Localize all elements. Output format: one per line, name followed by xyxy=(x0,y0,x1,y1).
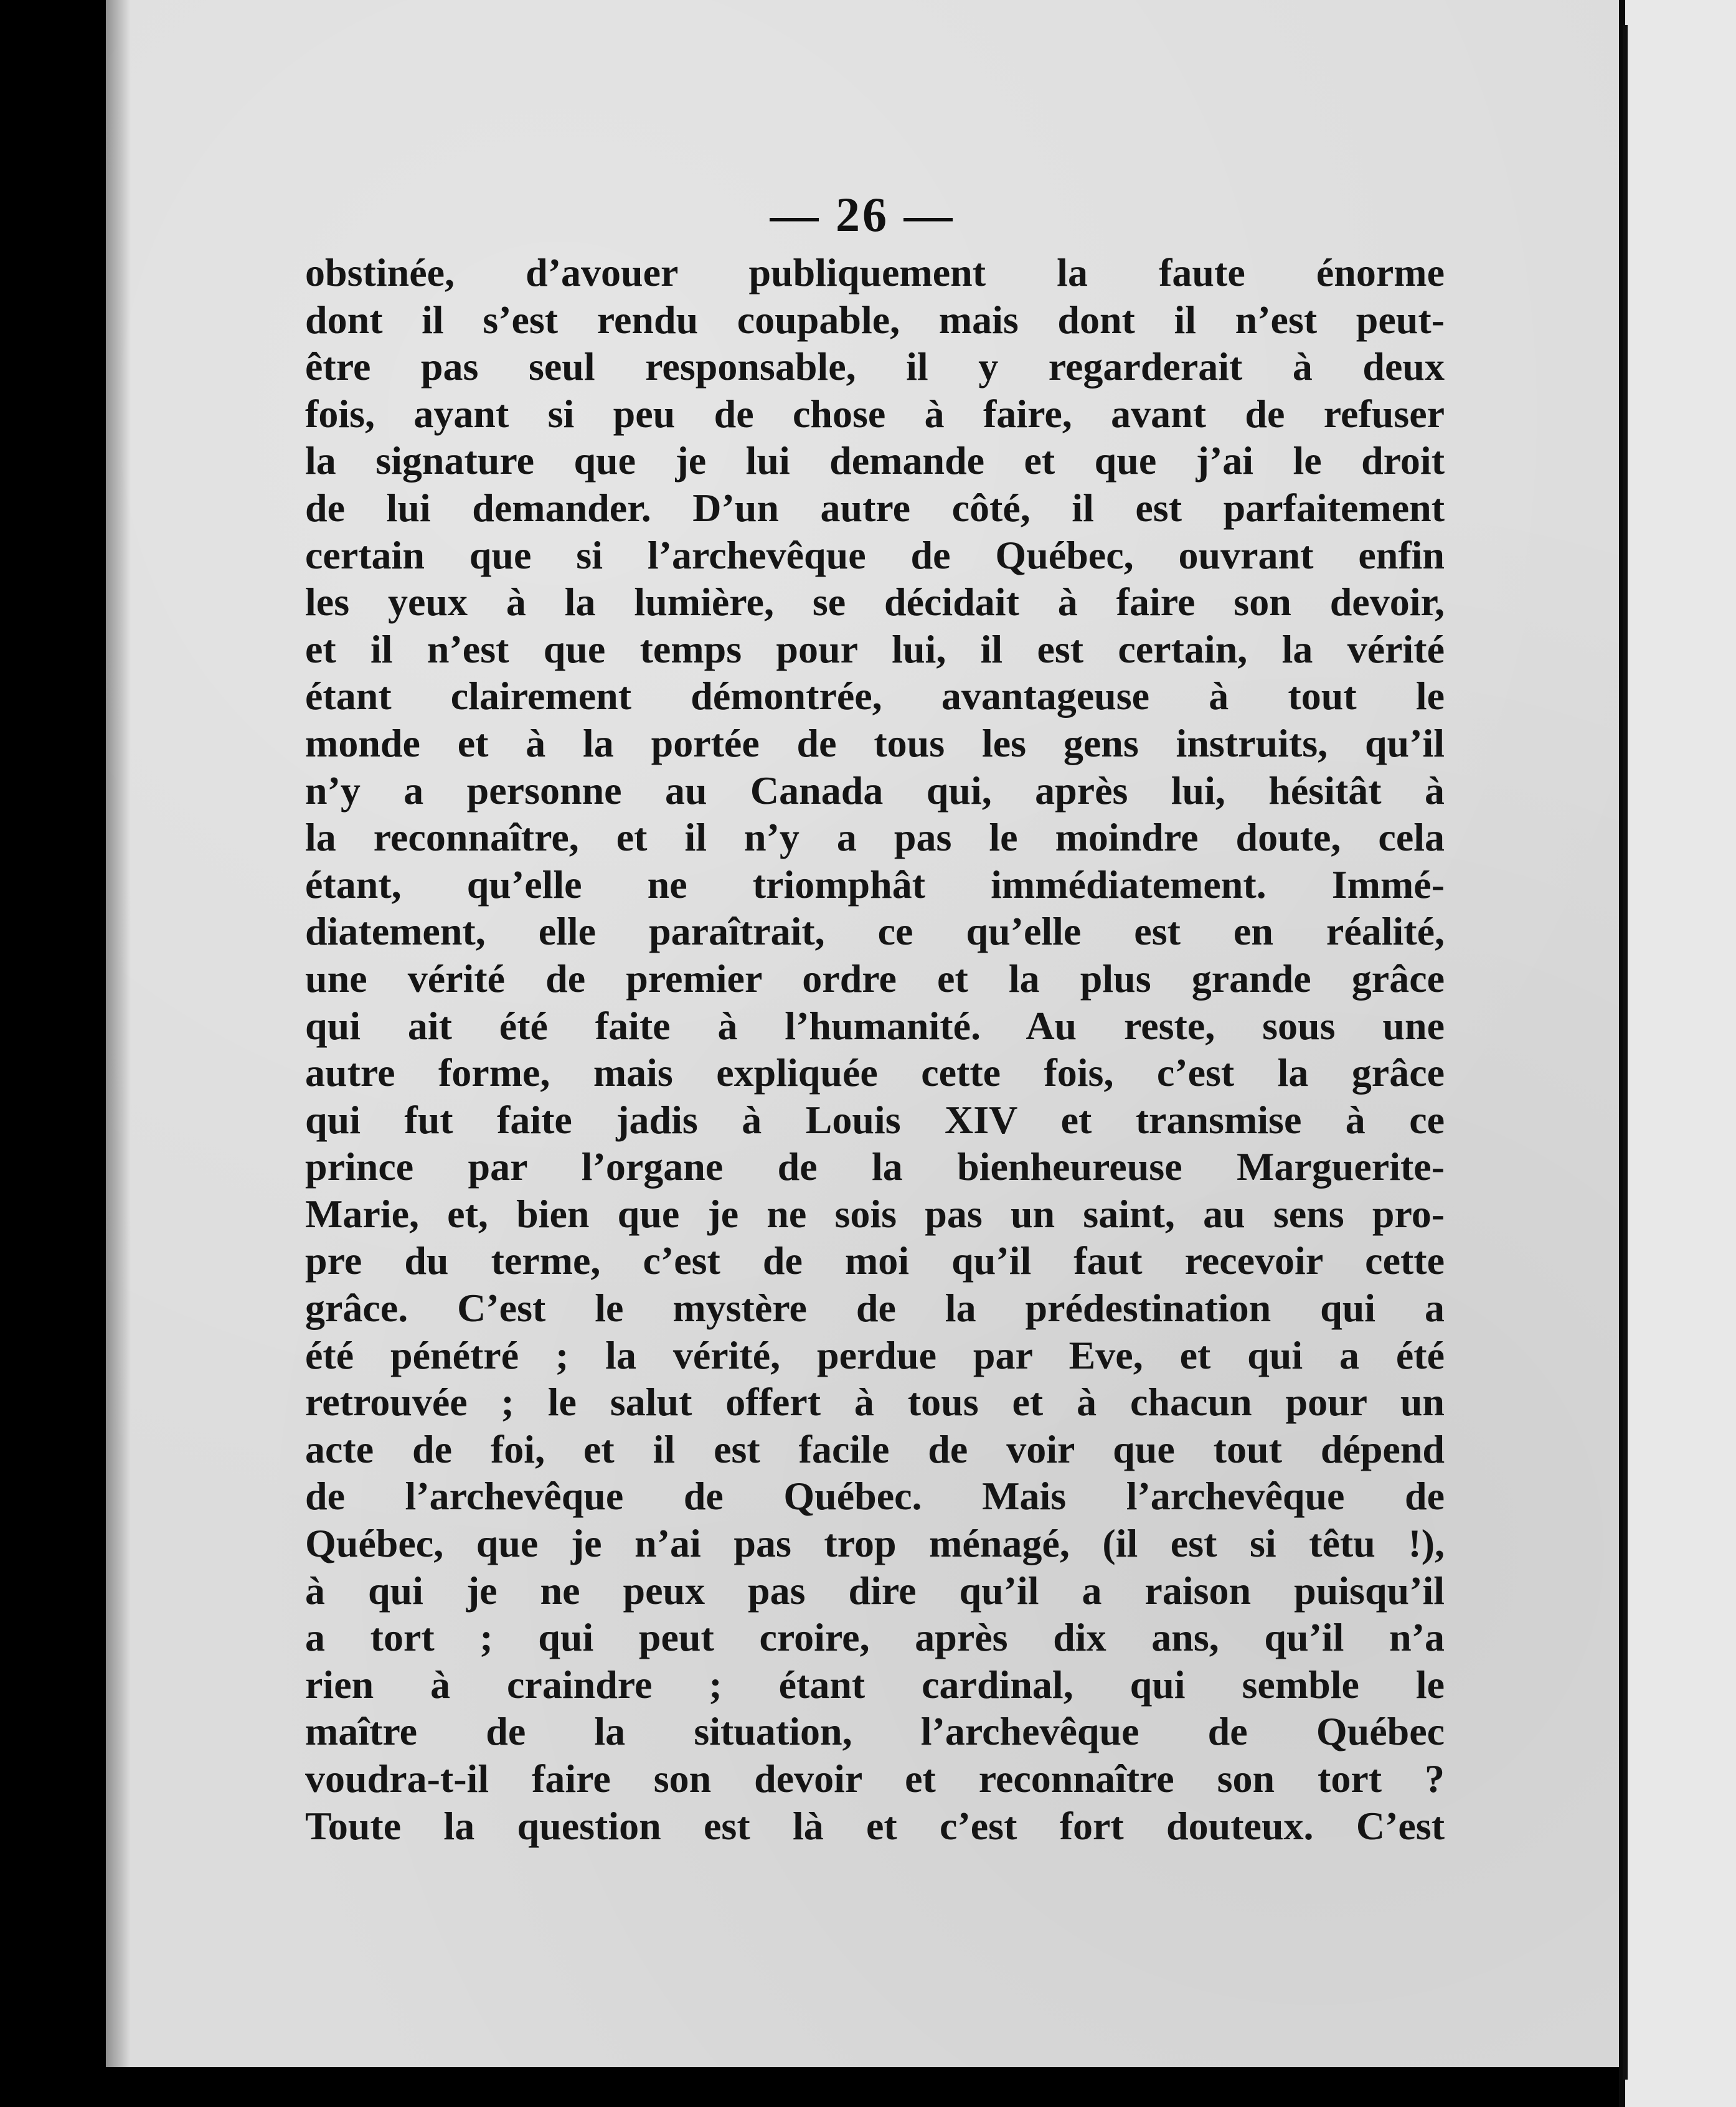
text-line: pre du terme, c’est de moi qu’il faut recevoir cette xyxy=(305,1238,1445,1283)
text-line: retrouvée ; le salut offert à tous et à chacun pour un xyxy=(305,1380,1445,1425)
text-line: acte de foi, et il est facile de voir que tout dépend xyxy=(305,1426,1445,1471)
text-line: de l’archevêque de Québec. Mais l’archevêque de xyxy=(305,1474,1445,1519)
text-line: à qui je ne peux pas dire qu’il a raison puisqu’il xyxy=(305,1568,1445,1613)
text-line: être pas seul responsable, il y regarderait à deux xyxy=(305,344,1445,389)
text-line: monde et à la portée de tous les gens instruits, qu’il xyxy=(305,720,1445,765)
text-line: qui fut faite jadis à Louis XIV et transmise à ce xyxy=(305,1097,1445,1142)
text-line: de lui demander. D’un autre côté, il est parfaitement xyxy=(305,485,1445,530)
body-text xyxy=(305,249,1445,1849)
text-line: et il n’est que temps pour lui, il est certain, la vérité xyxy=(305,626,1445,671)
text-line: la signature que je lui demande et que j’ai le droit xyxy=(305,438,1445,483)
text-line: a tort ; qui peut croire, après dix ans, qu’il n’a xyxy=(305,1615,1445,1660)
text-line: étant clairement démontrée, avantageuse à tout le xyxy=(305,674,1445,719)
text-line: dont il s’est rendu coupable, mais dont il n’est peut- xyxy=(305,297,1445,342)
text-line: Toute la question est là et c’est fort douteux. C’est xyxy=(305,1803,1445,1848)
page-gutter-shadow xyxy=(106,0,131,2067)
text-line: voudra-t-il faire son devoir et reconnaître son tort ? xyxy=(305,1756,1445,1801)
text-line: certain que si l’archevêque de Québec, ouvrant enfin xyxy=(305,532,1445,577)
text-line: prince par l’organe de la bienheureuse Marguerite- xyxy=(305,1144,1445,1189)
facing-page-edge xyxy=(1625,0,1736,2107)
text-line: qui ait été faite à l’humanité. Au reste, sous une xyxy=(305,1003,1445,1048)
text-line: n’y a personne au Canada qui, après lui, hésitât à xyxy=(305,768,1445,813)
text-line: diatement, elle paraîtrait, ce qu’elle est en réalité, xyxy=(305,909,1445,954)
text-line: grâce. C’est le mystère de la prédestination qui a xyxy=(305,1286,1445,1331)
text-line: fois, ayant si peu de chose à faire, avant de refuser xyxy=(305,391,1445,436)
text-line: obstinée, d’avouer publiquement la faute énorme xyxy=(305,250,1445,295)
text-line: la reconnaître, et il n’y a pas le moindre doute, cela xyxy=(305,815,1445,860)
text-line: été pénétré ; la vérité, perdue par Eve, et qui a été xyxy=(305,1332,1445,1377)
text-line: une vérité de premier ordre et la plus grande grâce xyxy=(305,956,1445,1001)
page-edge-line xyxy=(1623,25,1628,2080)
text-line: les yeux à la lumière, se décidait à faire son devoir, xyxy=(305,580,1445,625)
page-number: — 26 — xyxy=(770,187,955,242)
text-line: maître de la situation, l’archevêque de Québec xyxy=(305,1709,1445,1754)
text-line: Québec, que je n’ai pas trop ménagé, (il est si têtu !), xyxy=(305,1521,1445,1566)
book-page xyxy=(106,0,1619,2067)
text-line: Marie, et, bien que je ne sois pas un saint, au sens pro- xyxy=(305,1191,1445,1236)
text-line: étant, qu’elle ne triomphât immédiatement. Immé- xyxy=(305,862,1445,907)
text-line: autre forme, mais expliquée cette fois, c’est la grâce xyxy=(305,1050,1445,1095)
text-line: rien à craindre ; étant cardinal, qui semble le xyxy=(305,1662,1445,1707)
